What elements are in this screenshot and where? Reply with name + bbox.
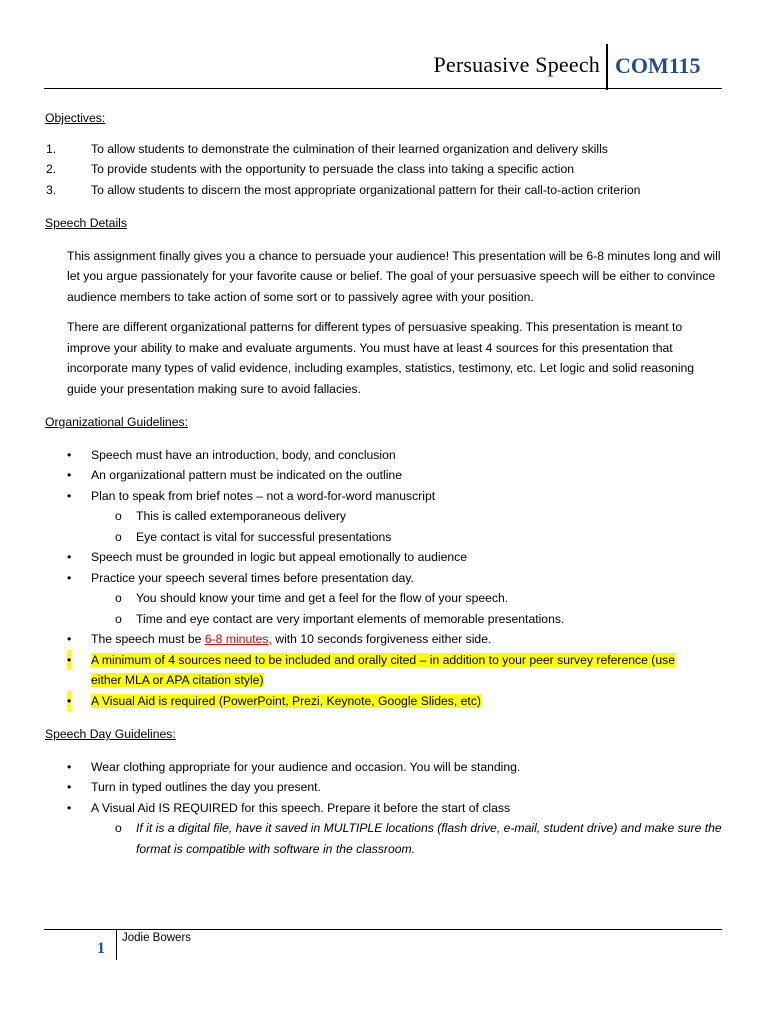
bullet-icon: • <box>67 468 72 482</box>
list-item: • A Visual Aid IS REQUIRED for this speech. Prepare it before the start of class o If it is a digital file, have it saved in MULTIPLE locations (flash drive, e-mail, student drive) and make sure the format is compatible with software in the classroom. <box>45 798 725 860</box>
sub-list-item: o You should know your time and get a feel for the flow of your speech. <box>45 588 725 609</box>
sub-list-item: o If it is a digital file, have it saved in MULTIPLE locations (flash drive, e-mail, student drive) and make sure the format is compatible with software in the classroom. <box>45 818 725 859</box>
bullet-icon: • <box>67 570 72 585</box>
bullet-icon: • <box>67 650 71 671</box>
bullet-icon: • <box>67 447 72 462</box>
footer-rule <box>44 929 722 930</box>
header-divider <box>606 44 608 90</box>
bullet-icon: • <box>67 780 72 794</box>
list-item: • Speech must be grounded in logic but appeal emotionally to audience <box>45 547 725 568</box>
bullet-icon: • <box>67 488 72 503</box>
objectives-heading: Objectives: <box>45 111 106 125</box>
document-body <box>45 108 725 859</box>
list-item: 1. To allow students to demonstrate the culmination of their learned organization and delivery skills <box>46 141 608 156</box>
list-item: • Practice your speech several times before presentation day. o You should know your time and get a feel for the flow of your speech. o Time and eye contact are very important elements of memorable presentations. <box>45 568 725 630</box>
list-item: 2. To provide students with the opportunity to persuade the class into taking a specific action <box>46 162 575 176</box>
list-item: • An organizational pattern must be indicated on the outline <box>45 465 725 486</box>
bullet-icon: • <box>67 632 72 646</box>
sub-list-item: o Time and eye contact are very important elements of memorable presentations. <box>45 609 725 630</box>
circle-bullet-icon: o <box>115 821 122 835</box>
speech-day-guidelines-list <box>45 757 725 860</box>
circle-bullet-icon: o <box>115 529 122 544</box>
list-item: • Wear clothing appropriate for your audience and occasion. You will be standing. <box>45 757 725 778</box>
circle-bullet-icon: o <box>115 591 122 605</box>
speech-details-paragraph-1: This assignment finally gives you a chance to persuade your audience! This presentation will be 6-8 minutes long and will let you argue passionately for your favorite cause or belief. The goal of your persuasive speech will be either to convince audience members to take action of some sort or to passively agree with your position. <box>67 248 721 304</box>
speech-details-paragraph-2: There are different organizational patterns for different types of persuasive speaking. This presentation is meant to improve your ability to make and evaluate arguments. You must have at least 4 sources for this presentation that incorporate many types of valid evidence, including examples, statistics, testimony, etc. Let logic and solid reasoning guide your presentation making sure to avoid fallacies. <box>67 320 695 396</box>
list-item-highlighted: • A Visual Aid is required (PowerPoint, Prezi, Keynote, Google Slides, etc) <box>45 691 725 712</box>
bullet-icon: • <box>67 759 72 774</box>
page-number: 1 <box>97 940 105 957</box>
list-item: • Turn in typed outlines the day you present. <box>45 777 725 798</box>
bullet-icon: • <box>67 691 71 712</box>
bullet-icon: • <box>67 800 72 815</box>
document-title: Persuasive Speech <box>433 52 600 77</box>
author-name: Jodie Bowers <box>122 932 192 944</box>
sub-list-item: o This is called extemporaneous delivery <box>45 506 725 527</box>
list-item-highlighted: • A minimum of 4 sources need to be included and orally cited – in addition to your peer survey reference (use either MLA or APA citation style) <box>45 650 725 691</box>
header-rule <box>44 88 722 89</box>
bullet-icon: • <box>67 550 72 564</box>
speech-day-guidelines-heading: Speech Day Guidelines: <box>45 727 176 741</box>
list-item: • Plan to speak from brief notes – not a word-for-word manuscript o This is called extemporaneous delivery o Eye contact is vital for successful presentations <box>45 486 725 548</box>
circle-bullet-icon: o <box>115 509 122 523</box>
course-code: COM115 <box>615 53 701 78</box>
circle-bullet-icon: o <box>115 611 122 626</box>
list-item: • The speech must be 6-8 minutes, with 10 seconds forgiveness either side. <box>45 629 725 650</box>
speech-details-heading: Speech Details <box>45 216 127 230</box>
objectives-list <box>45 139 725 201</box>
footer-divider <box>116 929 117 960</box>
list-item: • Speech must have an introduction, body, and conclusion <box>45 445 725 466</box>
organizational-guidelines-list <box>45 445 725 712</box>
duration-emphasis: 6-8 minutes, <box>204 632 272 646</box>
organizational-guidelines-heading: Organizational Guidelines: <box>45 415 188 429</box>
sub-list-item: o Eye contact is vital for successful presentations <box>45 527 725 548</box>
list-item: 3. To allow students to discern the most appropriate organizational pattern for their call-to-action criterion <box>46 182 641 197</box>
